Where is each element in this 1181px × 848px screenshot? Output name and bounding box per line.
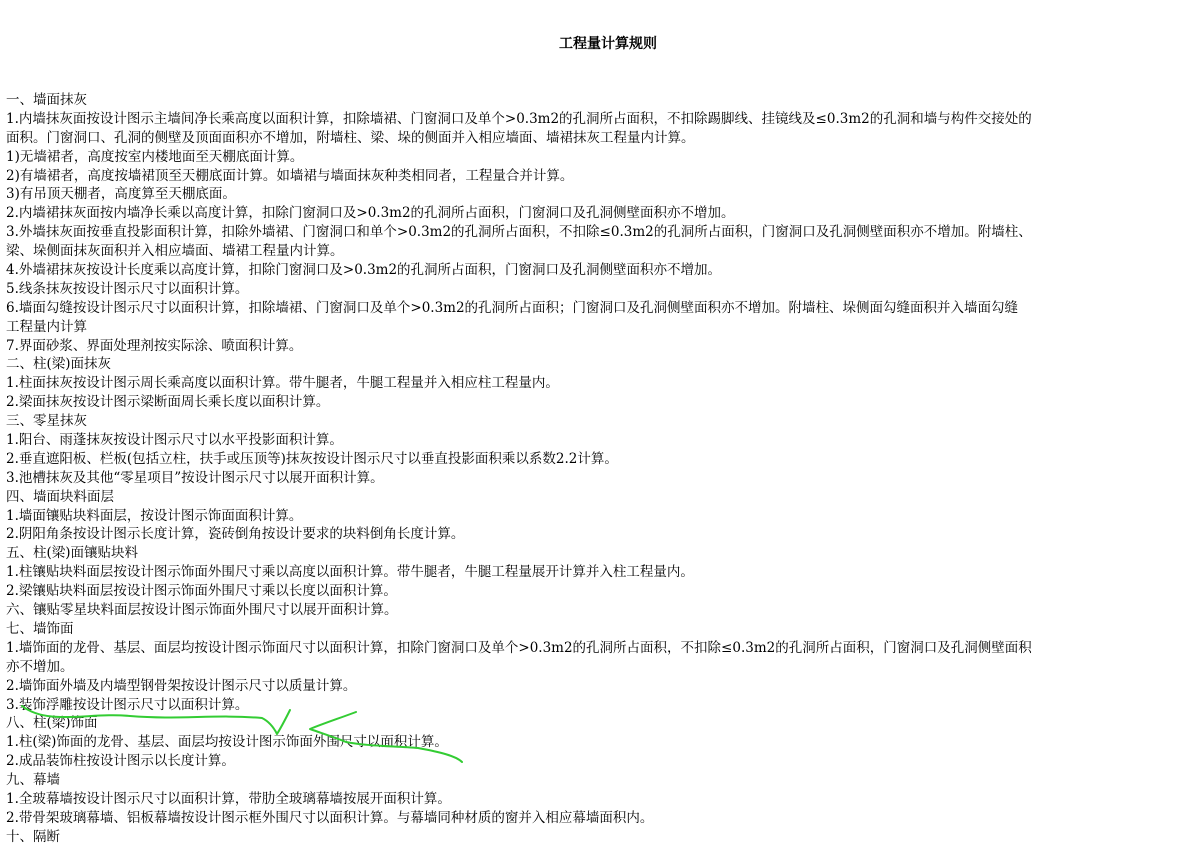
text-line: 1.柱镶贴块料面层按设计图示饰面外围尺寸乘以高度以面积计算。带牛腿者，牛腿工程量展开计算并入柱工程量内。: [6, 564, 694, 581]
text-line: 1.全玻幕墙按设计图示尺寸以面积计算，带肋全玻璃幕墙按展开面积计算。: [6, 790, 451, 807]
text-line: 工程量内计算: [6, 318, 87, 335]
text-line: 九、幕墙: [6, 772, 60, 789]
text-line: 梁、垛侧面抹灰面积并入相应墙面、墙裙工程量内计算。: [6, 243, 344, 260]
text-line: 1.墙饰面的龙骨、基层、面层均按设计图示饰面尺寸以面积计算，扣除门窗洞口及单个>0.3m2的孔洞所占面积，不扣除≤0.3m2的孔洞所占面积，门窗洞口及孔洞侧壁面积: [6, 639, 1032, 656]
text-line: 五、柱(梁)面镶贴块料: [6, 545, 139, 562]
text-line: 2)有墙裙者，高度按墙裙顶至天棚底面计算。如墙裙与墙面抹灰种类相同者，工程量合并计算。: [6, 167, 574, 184]
text-line: 3.外墙抹灰面按垂直投影面积计算，扣除外墙裙、门窗洞口和单个>0.3m2的孔洞所占面积，不扣除≤0.3m2的孔洞所占面积，门窗洞口及孔洞侧壁面积亦不增加。附墙柱、: [6, 224, 1032, 241]
text-line: 2.垂直遮阳板、栏板(包括立柱，扶手或压顶等)抹灰按设计图示尺寸以垂直投影面积乘以系数2.2计算。: [6, 450, 618, 467]
text-line: 3)有吊顶天棚者，高度算至天棚底面。: [6, 186, 236, 203]
text-line: 三、零星抹灰: [6, 413, 87, 430]
text-line: 7.界面砂浆、界面处理剂按实际涂、喷面积计算。: [6, 337, 303, 354]
text-line: 七、墙饰面: [6, 620, 74, 637]
text-line: 2.梁镶贴块料面层按设计图示饰面外围尺寸乘以长度以面积计算。: [6, 583, 397, 600]
text-line: 1)无墙裙者，高度按室内楼地面至天棚底面计算。: [6, 148, 304, 165]
text-line: 四、墙面块料面层: [6, 488, 114, 505]
text-line: 六、镶贴零星块料面层按设计图示饰面外围尺寸以展开面积计算。: [6, 602, 398, 619]
text-line: 一、墙面抹灰: [6, 92, 87, 108]
text-line: 2.阴阳角条按设计图示长度计算，瓷砖倒角按设计要求的块料倒角长度计算。: [6, 526, 465, 543]
text-line: 2.带骨架玻璃幕墙、铝板幕墙按设计图示框外围尺寸以面积计算。与幕墙同种材质的窗并入相应幕墙面积内。: [6, 809, 654, 826]
text-line: 5.线条抹灰按设计图示尺寸以面积计算。: [6, 280, 249, 297]
text-line: 1.柱面抹灰按设计图示周长乘高度以面积计算。带牛腿者，牛腿工程量并入相应柱工程量内。: [6, 375, 559, 392]
text-line: 二、柱(梁)面抹灰: [6, 356, 112, 373]
text-line: 1.柱(梁)饰面的龙骨、基层、面层均按设计图示饰面外围尺寸以面积计算。: [6, 734, 448, 751]
text-line: 2.成品装饰柱按设计图示以长度计算。: [6, 753, 235, 770]
text-line: 1.墙面镶贴块料面层，按设计图示饰面面积计算。: [6, 507, 303, 524]
text-line: 1.阳台、雨蓬抹灰按设计图示尺寸以水平投影面积计算。: [6, 432, 343, 449]
document-body: [6, 91, 1181, 847]
text-line: 6.墙面勾缝按设计图示尺寸以面积计算，扣除墙裙、门窗洞口及单个>0.3m2的孔洞所占面积；门窗洞口及孔洞侧壁面积亦不增加。附墙柱、垛侧面勾缝面积并入墙面勾缝: [6, 299, 1019, 316]
text-line: 2.梁面抹灰按设计图示梁断面周长乘长度以面积计算。: [6, 394, 330, 411]
text-line: 3.装饰浮雕按设计图示尺寸以面积计算。: [6, 696, 249, 713]
text-line: 面积。门窗洞口、孔洞的侧壁及顶面面积亦不增加，附墙柱、梁、垛的侧面并入相应墙面、墙裙抹灰工程量内计算。: [6, 129, 695, 146]
text-line: 2.墙饰面外墙及内墙型钢骨架按设计图示尺寸以质量计算。: [6, 677, 357, 694]
text-line: 八、柱(梁)饰面: [6, 715, 98, 732]
text-line: 1.内墙抹灰面按设计图示主墙间净长乘高度以面积计算，扣除墙裙、门窗洞口及单个>0.3m2的孔洞所占面积，不扣除踢脚线、挂镜线及≤0.3m2的孔洞和墙与构件交接处的: [6, 110, 1032, 127]
text-line: 3.池槽抹灰及其他“零星项目”按设计图示尺寸以展开面积计算。: [6, 469, 384, 486]
text-line: 4.外墙裙抹灰按设计长度乘以高度计算，扣除门窗洞口及>0.3m2的孔洞所占面积，门窗洞口及孔洞侧壁面积亦不增加。: [6, 262, 722, 279]
text-line: 2.内墙裙抹灰面按内墙净长乘以高度计算，扣除门窗洞口及>0.3m2的孔洞所占面积，门窗洞口及孔洞侧壁面积亦不增加。: [6, 205, 735, 222]
document-title: 工程量计算规则: [559, 36, 657, 52]
text-line: 亦不增加。: [6, 658, 74, 675]
text-line: 十、隔断: [6, 828, 60, 845]
